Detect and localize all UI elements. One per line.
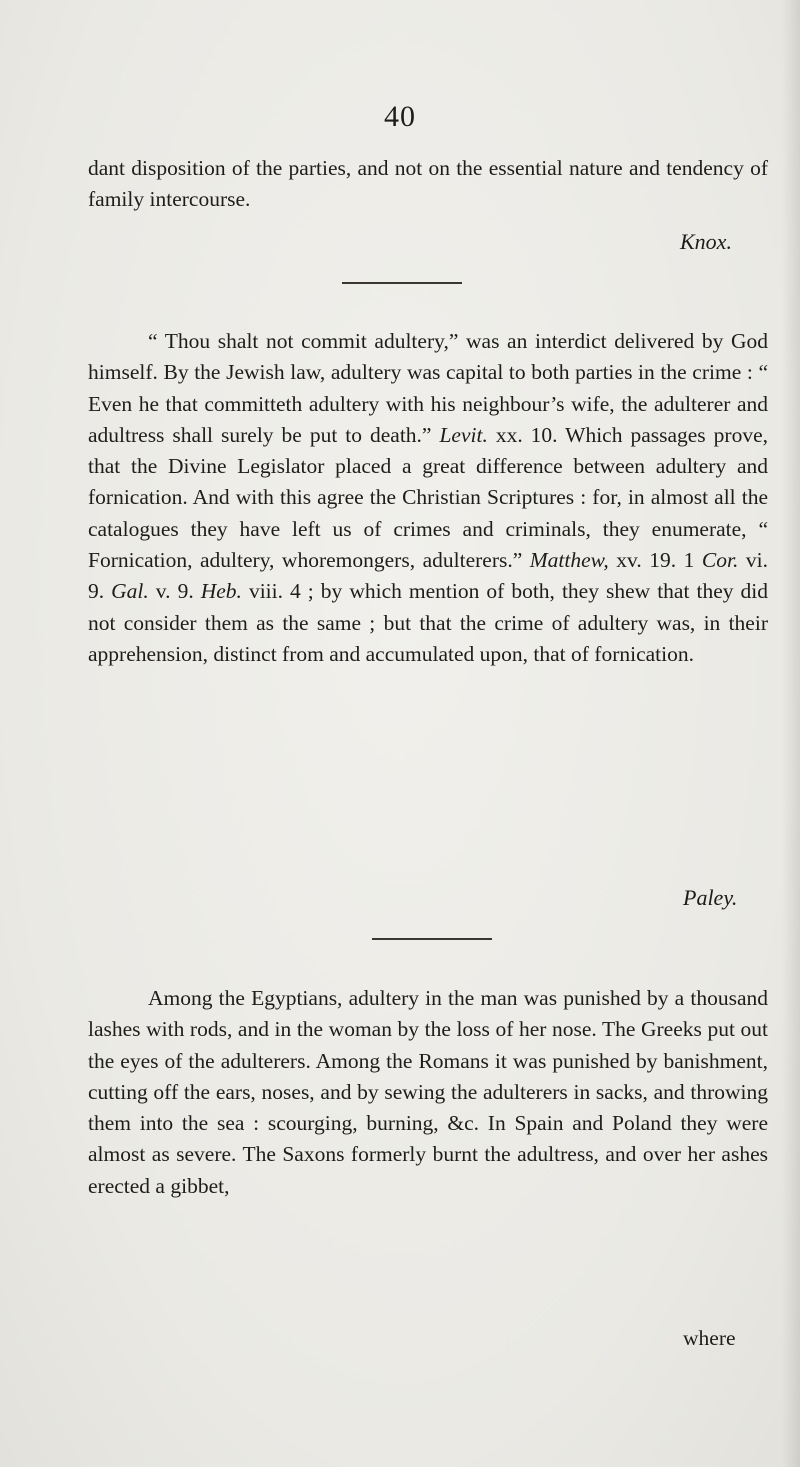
paragraph-text: “ Thou shalt not commit adultery,” was an interdict delivered by God himself. By the Jewish law, adultery was capital to both parties in the crime : “ Even he that committeth adultery with his neighbour’s wife, the adulterer and adultress shall surely be put to death.” bbox=[88, 329, 768, 447]
paragraph-continued bbox=[88, 153, 768, 216]
scripture-ref: Heb. bbox=[200, 579, 242, 604]
scripture-ref: Matthew, bbox=[529, 548, 609, 573]
paragraph-text: xx. 10. Which passages prove, that the Divine Legislator placed a great difference between adultery and fornication. And with this agree the Christian Scriptures : for, in almost all the catalogues they have left us of crimes and criminals, they enumerate, “ Fornication, adultery, whoremongers, adulterers.” bbox=[88, 422, 768, 573]
catchword: where bbox=[683, 1326, 736, 1350]
scripture-ref: Cor. bbox=[701, 548, 739, 573]
paragraph-text: dant disposition of the parties, and not on the essential nature and tendency of family intercourse. bbox=[88, 156, 768, 212]
paragraph-adultery-law bbox=[88, 326, 768, 670]
scripture-ref: Levit. bbox=[439, 422, 488, 447]
attribution-paley: Paley. bbox=[683, 885, 738, 910]
paragraph-punishments bbox=[88, 983, 768, 1202]
paragraph-text: viii. 4 ; by which mention of both, they shew that they did not consider them as the same ; but that the crime of adultery was, in their apprehension, distinct from and accumulated upon, that of fornication. bbox=[88, 579, 768, 666]
paragraph-text: xv. 19. 1 bbox=[608, 548, 702, 573]
scripture-ref: Gal. bbox=[111, 579, 149, 604]
page-edge-shadow bbox=[782, 0, 800, 1467]
paragraph-text: vi. 9. bbox=[88, 548, 768, 604]
paragraph-text: v. 9. bbox=[148, 579, 201, 604]
paragraph-text: Among the Egyptians, adultery in the man was punished by a thousand lashes with rods, and in the woman by the loss of her nose. The Greeks put out the eyes of the adulterers. Among the Romans it was punished by banishment, cutting off the ears, noses, and by sewing the adulterers in sacks, and throwing them into the sea : scourging, burning, &c. In Spain and Poland they were almost as severe. The Saxons formerly burnt the adultress, and over her ashes erected a gibbet, bbox=[88, 986, 768, 1198]
section-divider bbox=[342, 282, 462, 284]
attribution-knox: Knox. bbox=[680, 229, 732, 254]
page-number: 40 bbox=[384, 100, 416, 133]
section-divider bbox=[372, 938, 492, 940]
